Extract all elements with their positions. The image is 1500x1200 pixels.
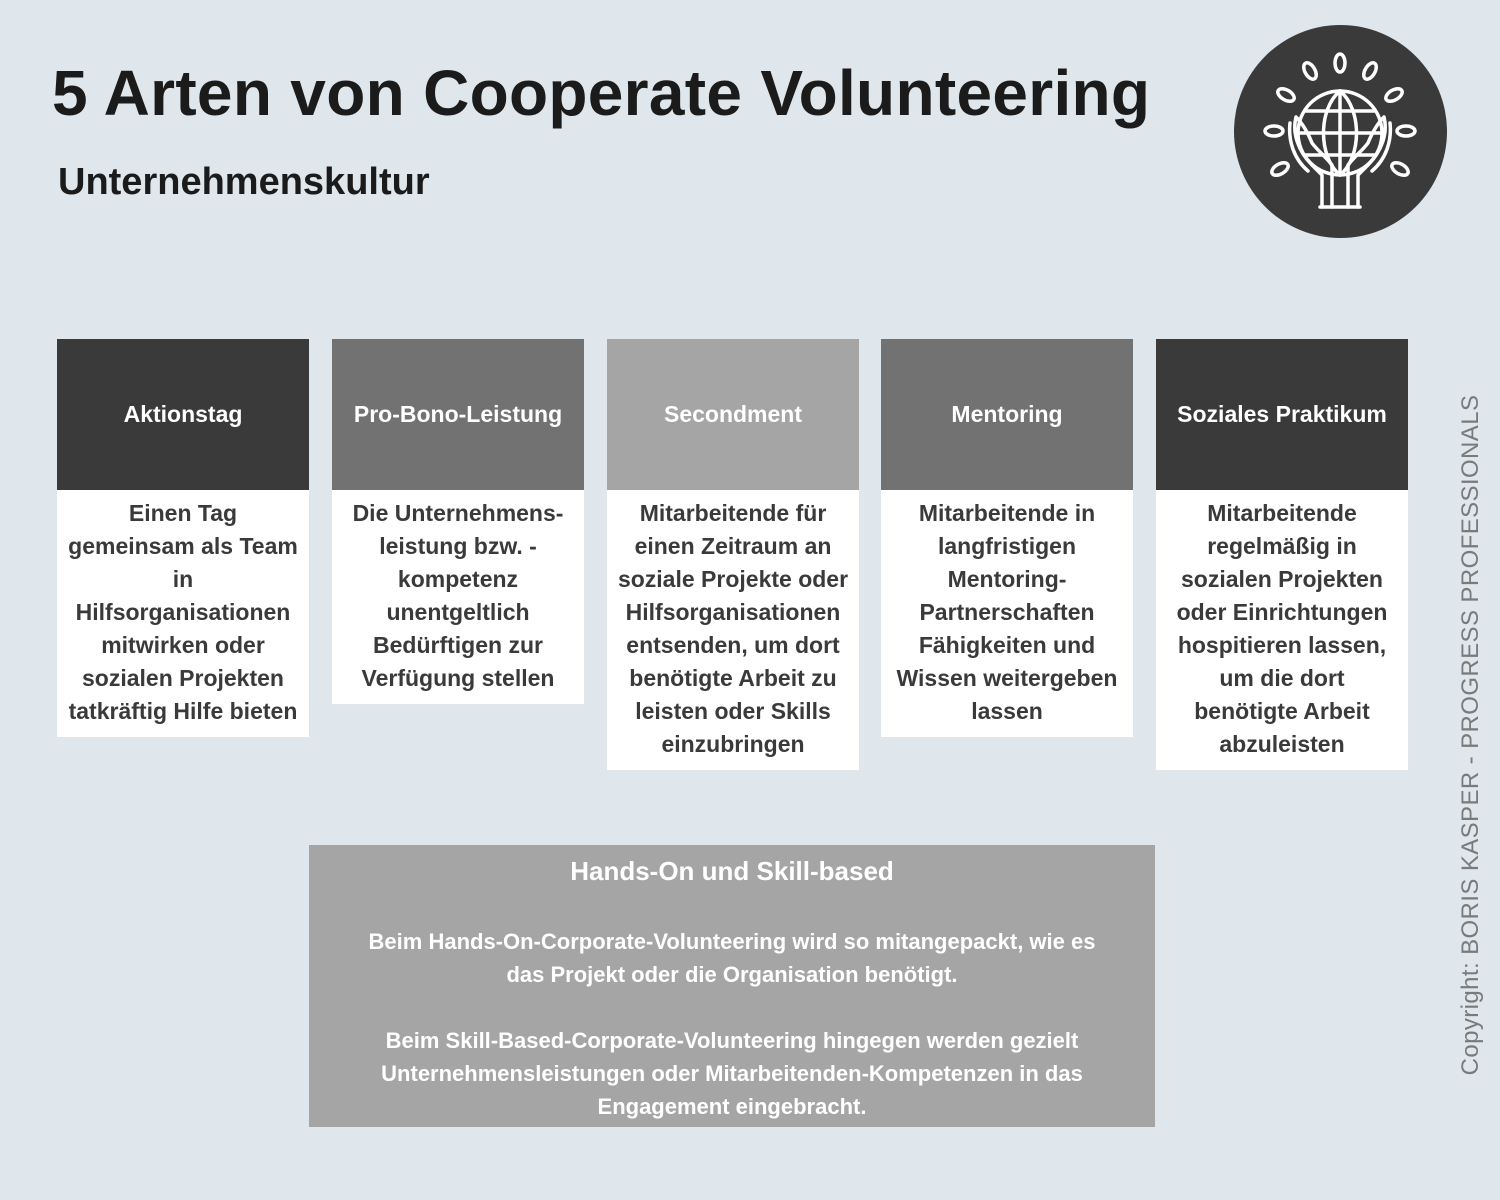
page-title: 5 Arten von Cooperate Volunteering: [52, 57, 1151, 129]
card-header: Secondment: [607, 339, 859, 490]
summary-paragraph-skill-based: Beim Skill-Based-Corporate-Volunteering hingegen werden gezielt Unternehmensleistungen oder Mitarbeitenden-Kompetenzen in das Engagement eingebracht.: [381, 1028, 1083, 1119]
card-header: Mentoring: [881, 339, 1133, 490]
card-header: Soziales Praktikum: [1156, 339, 1408, 490]
card-mentoring: [881, 339, 1133, 737]
card-description: Die Unternehmens-leistung bzw. -kompetenz unentgeltlich Bedürftigen zur Verfügung stellen: [352, 500, 564, 691]
card-aktionstag: [57, 339, 309, 737]
hands-holding-globe-icon: [1234, 25, 1447, 238]
summary-title: Hands-On und Skill-based: [570, 856, 894, 886]
card-pro-bono-leistung: [332, 339, 584, 704]
card-soziales-praktikum: [1156, 339, 1408, 770]
card-header: Aktionstag: [57, 339, 309, 490]
summary-box: [309, 845, 1155, 1127]
card-header: Pro-Bono-Leistung: [332, 339, 584, 490]
card-secondment: [607, 339, 859, 770]
card-description: Mitarbeitende regelmäßig in sozialen Projekten oder Einrichtungen hospitieren lassen, um die dort benötigte Arbeit abzuleisten: [1176, 500, 1388, 757]
card-description: Einen Tag gemeinsam als Team in Hilfsorganisationen mitwirken oder sozialen Projekten tatkräftig Hilfe bieten: [68, 500, 298, 724]
card-description: Mitarbeitende für einen Zeitraum an soziale Projekte oder Hilfsorganisationen entsenden, um dort benötigte Arbeit zu leisten oder Skills einzubringen: [617, 500, 849, 757]
copyright-notice: Copyright: BORIS KASPER - PROGRESS PROFESSIONALS: [1457, 394, 1484, 1076]
page-subtitle: Unternehmenskultur: [58, 161, 430, 203]
card-description: Mitarbeitende in langfristigen Mentoring-Partnerschaften Fähigkeiten und Wissen weitergeben lassen: [896, 500, 1118, 724]
summary-paragraph-hands-on: Beim Hands-On-Corporate-Volunteering wird so mitangepackt, wie es das Projekt oder die Organisation benötigt.: [368, 929, 1096, 987]
